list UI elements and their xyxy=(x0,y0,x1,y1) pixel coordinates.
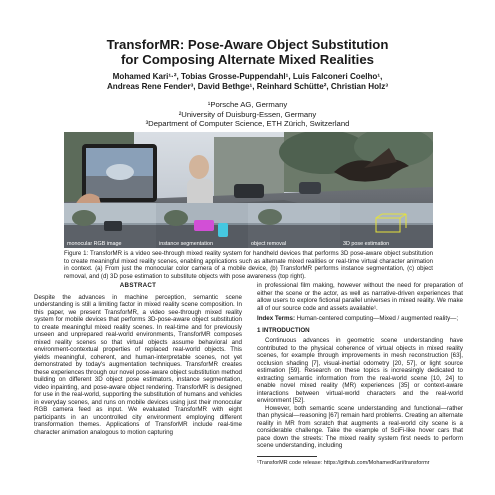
panel-label-segmentation: instance segmentation xyxy=(159,241,213,247)
abstract-text: Despite the advances in machine perception, semantic scene understanding is still a limiting factor in mixed reality scene composition. In this paper, we present TransforMR, a video see-through mixed reality system for mobile devices that performs 3D-pose-aware object substitution to create meaningful mixed reality scenes. In real-time and for previously unseen and unprepared real-world environments, TransforMR composes mixed reality scenes so that virtual objects assume behavioral and environment-contextual properties of replaced real-world objects. This yields meaningful, coherent, and human-interpretable scenes, not yet demonstrated by today's augmentation techniques. TransforMR creates these experiences through our novel pose-aware object substitution method building on different 3D object pose estimators, instance segmentation, video inpainting, and pose-aware object rendering. TransforMR is designed for use in the real-world, supporting the substitution of humans and vehicles in everyday scenes, and runs on mobile devices using just their monocular RGB camera feed as input. We evaluated TransforMR with eight participants in an uncontrolled city environment employing different transformation themes. Applications of TransforMR include real-time character animation analogous to motion capturing xyxy=(34,293,242,436)
left-column xyxy=(34,282,242,436)
index-terms-label: Index Terms: xyxy=(257,315,296,322)
paper-title-line-1: TransforMR: Pose-Aware Object Substitution xyxy=(106,37,389,52)
panel-pose xyxy=(340,203,433,248)
abstract-heading: ABSTRACT xyxy=(119,282,157,289)
intro-paragraph-1: Continuous advances in geometric scene understanding have contributed to the physical coherence of virtual objects in mixed reality scenes, for example through improvements in mesh reconstruction [63], occlusion shading [7], visual-inertial odometry [20, 57], or light source estimation [59]. Research on these topics is increasingly dedicated to extracting semantic information from the real-world scene [10, 24] to enable novel mixed reality (MR) experiences [35] or context-aware interactions between virtual-world characters and the real-world environment [52]. xyxy=(257,337,463,404)
intro-paragraph-2: However, both semantic scene understanding and functional—rather than physical—reasoning [67] remain hard problems. Creating an alternate reality in MR from scratch that augments a real-world city scene is a considerable challenge. Take the example of SciFi-like hover cars that pace down the streets: The mixed reality system first needs to perform scene understanding, including xyxy=(257,404,463,449)
abstract-continuation: in professional film making, however without the need for preparation of either the scene or the actor, as well as narrative-driven experiences that allow users to explore fictional parallel universes in mixed reality. We make all of our source code and assets available¹. xyxy=(257,282,463,312)
index-terms xyxy=(257,315,463,323)
index-terms-text: Human-centered computing—Mixed / augmented reality—; xyxy=(296,315,459,322)
footnote: ¹TransforMR code release: https://github.com/MohamedKari/transformr xyxy=(257,459,430,466)
pipeline-panels xyxy=(64,203,433,248)
section-1-heading: 1 INTRODUCTION xyxy=(257,326,310,334)
panel-label-pose: 3D pose estimation xyxy=(343,241,390,247)
affiliation-3: ³Department of Computer Science, ETH Zürich, Switzerland xyxy=(145,119,350,128)
right-column xyxy=(257,282,463,466)
authors-line-1: Mohamed Kari¹·², Tobias Grosse-Puppendahl¹, Luis Falconeri Coelho¹, xyxy=(112,72,383,81)
affiliation-2: ²University of Duisburg-Essen, Germany xyxy=(178,109,317,119)
panel-segmentation xyxy=(156,203,249,248)
panel-rgb xyxy=(64,203,157,248)
authors-line-2: Andreas Rene Fender³, David Bethge¹, Reinhard Schütte², Christian Holz³ xyxy=(106,82,389,91)
panel-removal xyxy=(248,203,341,248)
panel-label-rgb: monocular RGB image xyxy=(67,241,122,247)
affiliation-1: ¹Porsche AG, Germany xyxy=(207,100,288,109)
panel-label-removal: object removal xyxy=(251,241,287,247)
paper-title-line-2: for Composing Alternate Mixed Realities xyxy=(120,52,375,67)
figure-caption: Figure 1: TransforMR is a video see-through mixed reality system for handheld devices that performs 3D pose-aware object substitution to create meaningful mixed reality scenes, enabling applications such as alternate mixed realities or real-time virtual character animation in context. (a) From just the monocular color camera of a mobile device, (b) TransforMR performs instance segmentation, (c) object removal, and (d) 3D pose estimation to substitute objects with pose awareness (top right). xyxy=(64,250,433,280)
footnote-divider xyxy=(257,456,317,457)
